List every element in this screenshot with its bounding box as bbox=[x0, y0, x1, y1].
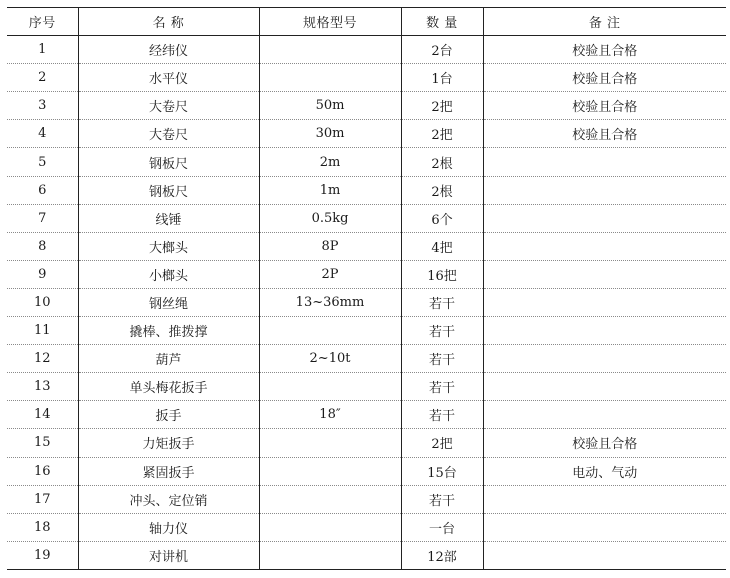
table-row bbox=[7, 288, 726, 316]
cell-no: 14 bbox=[7, 401, 78, 429]
cell-name: 经纬仪 bbox=[78, 36, 259, 64]
header-qty: 数 量 bbox=[401, 8, 483, 36]
cell-note: 校验且合格 bbox=[483, 36, 726, 64]
cell-spec bbox=[259, 457, 401, 485]
cell-qty: 15台 bbox=[401, 457, 483, 485]
cell-no: 16 bbox=[7, 457, 78, 485]
table-row bbox=[7, 457, 726, 485]
cell-name: 轴力仪 bbox=[78, 513, 259, 541]
cell-no: 7 bbox=[7, 204, 78, 232]
cell-spec bbox=[259, 373, 401, 401]
table-row bbox=[7, 429, 726, 457]
cell-no: 11 bbox=[7, 317, 78, 345]
cell-no: 18 bbox=[7, 513, 78, 541]
cell-qty: 若干 bbox=[401, 317, 483, 345]
header-name: 名 称 bbox=[78, 8, 259, 36]
cell-name: 小榔头 bbox=[78, 260, 259, 288]
cell-no: 10 bbox=[7, 288, 78, 316]
cell-note bbox=[483, 541, 726, 569]
cell-spec: 1m bbox=[259, 176, 401, 204]
cell-qty: 4把 bbox=[401, 232, 483, 260]
cell-spec bbox=[259, 485, 401, 513]
cell-note: 校验且合格 bbox=[483, 120, 726, 148]
cell-qty: 若干 bbox=[401, 345, 483, 373]
cell-name: 钢板尺 bbox=[78, 148, 259, 176]
cell-no: 5 bbox=[7, 148, 78, 176]
table-row bbox=[7, 176, 726, 204]
cell-qty: 若干 bbox=[401, 288, 483, 316]
table-row bbox=[7, 373, 726, 401]
cell-qty: 2根 bbox=[401, 176, 483, 204]
cell-spec bbox=[259, 36, 401, 64]
cell-spec bbox=[259, 317, 401, 345]
table-row bbox=[7, 120, 726, 148]
cell-name: 单头梅花扳手 bbox=[78, 373, 259, 401]
cell-note: 校验且合格 bbox=[483, 429, 726, 457]
table-header-row bbox=[7, 8, 726, 36]
table-row bbox=[7, 204, 726, 232]
cell-no: 17 bbox=[7, 485, 78, 513]
cell-no: 4 bbox=[7, 120, 78, 148]
table-row bbox=[7, 317, 726, 345]
table-row bbox=[7, 232, 726, 260]
cell-spec: 2P bbox=[259, 260, 401, 288]
cell-qty: 若干 bbox=[401, 401, 483, 429]
table-row bbox=[7, 92, 726, 120]
cell-no: 8 bbox=[7, 232, 78, 260]
table-row bbox=[7, 345, 726, 373]
table-row bbox=[7, 148, 726, 176]
cell-qty: 2台 bbox=[401, 36, 483, 64]
cell-note bbox=[483, 513, 726, 541]
cell-spec: 8P bbox=[259, 232, 401, 260]
cell-name: 线锤 bbox=[78, 204, 259, 232]
table-row bbox=[7, 260, 726, 288]
cell-name: 大榔头 bbox=[78, 232, 259, 260]
cell-no: 1 bbox=[7, 36, 78, 64]
cell-spec: 2m bbox=[259, 148, 401, 176]
cell-name: 撬棒、推拨撑 bbox=[78, 317, 259, 345]
table-body bbox=[7, 36, 726, 570]
cell-name: 冲头、定位销 bbox=[78, 485, 259, 513]
cell-name: 对讲机 bbox=[78, 541, 259, 569]
cell-note bbox=[483, 260, 726, 288]
table-row bbox=[7, 513, 726, 541]
table-row bbox=[7, 64, 726, 92]
header-note: 备 注 bbox=[483, 8, 726, 36]
cell-note bbox=[483, 232, 726, 260]
cell-qty: 一台 bbox=[401, 513, 483, 541]
cell-note bbox=[483, 176, 726, 204]
cell-spec: 18″ bbox=[259, 401, 401, 429]
cell-qty: 12部 bbox=[401, 541, 483, 569]
cell-qty: 6个 bbox=[401, 204, 483, 232]
cell-name: 大卷尺 bbox=[78, 92, 259, 120]
cell-note bbox=[483, 317, 726, 345]
cell-note bbox=[483, 204, 726, 232]
cell-name: 大卷尺 bbox=[78, 120, 259, 148]
cell-spec bbox=[259, 64, 401, 92]
cell-name: 钢板尺 bbox=[78, 176, 259, 204]
cell-no: 12 bbox=[7, 345, 78, 373]
cell-note bbox=[483, 373, 726, 401]
cell-qty: 若干 bbox=[401, 485, 483, 513]
cell-name: 钢丝绳 bbox=[78, 288, 259, 316]
cell-no: 13 bbox=[7, 373, 78, 401]
cell-qty: 1台 bbox=[401, 64, 483, 92]
cell-note: 校验且合格 bbox=[483, 64, 726, 92]
table-row bbox=[7, 485, 726, 513]
cell-spec: 50m bbox=[259, 92, 401, 120]
cell-no: 15 bbox=[7, 429, 78, 457]
cell-name: 紧固扳手 bbox=[78, 457, 259, 485]
header-spec: 规格型号 bbox=[259, 8, 401, 36]
cell-note bbox=[483, 288, 726, 316]
equipment-table bbox=[7, 7, 726, 570]
cell-qty: 16把 bbox=[401, 260, 483, 288]
cell-name: 水平仪 bbox=[78, 64, 259, 92]
cell-name: 扳手 bbox=[78, 401, 259, 429]
cell-spec bbox=[259, 513, 401, 541]
cell-qty: 2把 bbox=[401, 92, 483, 120]
cell-spec: 30m bbox=[259, 120, 401, 148]
cell-no: 19 bbox=[7, 541, 78, 569]
cell-name: 力矩扳手 bbox=[78, 429, 259, 457]
cell-no: 3 bbox=[7, 92, 78, 120]
cell-spec bbox=[259, 429, 401, 457]
table-row bbox=[7, 401, 726, 429]
table-row bbox=[7, 36, 726, 64]
cell-note bbox=[483, 401, 726, 429]
table-row bbox=[7, 541, 726, 569]
cell-note: 电动、气动 bbox=[483, 457, 726, 485]
cell-no: 9 bbox=[7, 260, 78, 288]
cell-spec: 2~10t bbox=[259, 345, 401, 373]
cell-qty: 2根 bbox=[401, 148, 483, 176]
cell-note: 校验且合格 bbox=[483, 92, 726, 120]
cell-no: 6 bbox=[7, 176, 78, 204]
cell-no: 2 bbox=[7, 64, 78, 92]
cell-note bbox=[483, 345, 726, 373]
cell-name: 葫芦 bbox=[78, 345, 259, 373]
cell-spec bbox=[259, 541, 401, 569]
cell-spec: 13~36mm bbox=[259, 288, 401, 316]
cell-qty: 若干 bbox=[401, 373, 483, 401]
header-no: 序号 bbox=[7, 8, 78, 36]
cell-note bbox=[483, 148, 726, 176]
cell-qty: 2把 bbox=[401, 120, 483, 148]
cell-spec: 0.5kg bbox=[259, 204, 401, 232]
cell-qty: 2把 bbox=[401, 429, 483, 457]
cell-note bbox=[483, 485, 726, 513]
